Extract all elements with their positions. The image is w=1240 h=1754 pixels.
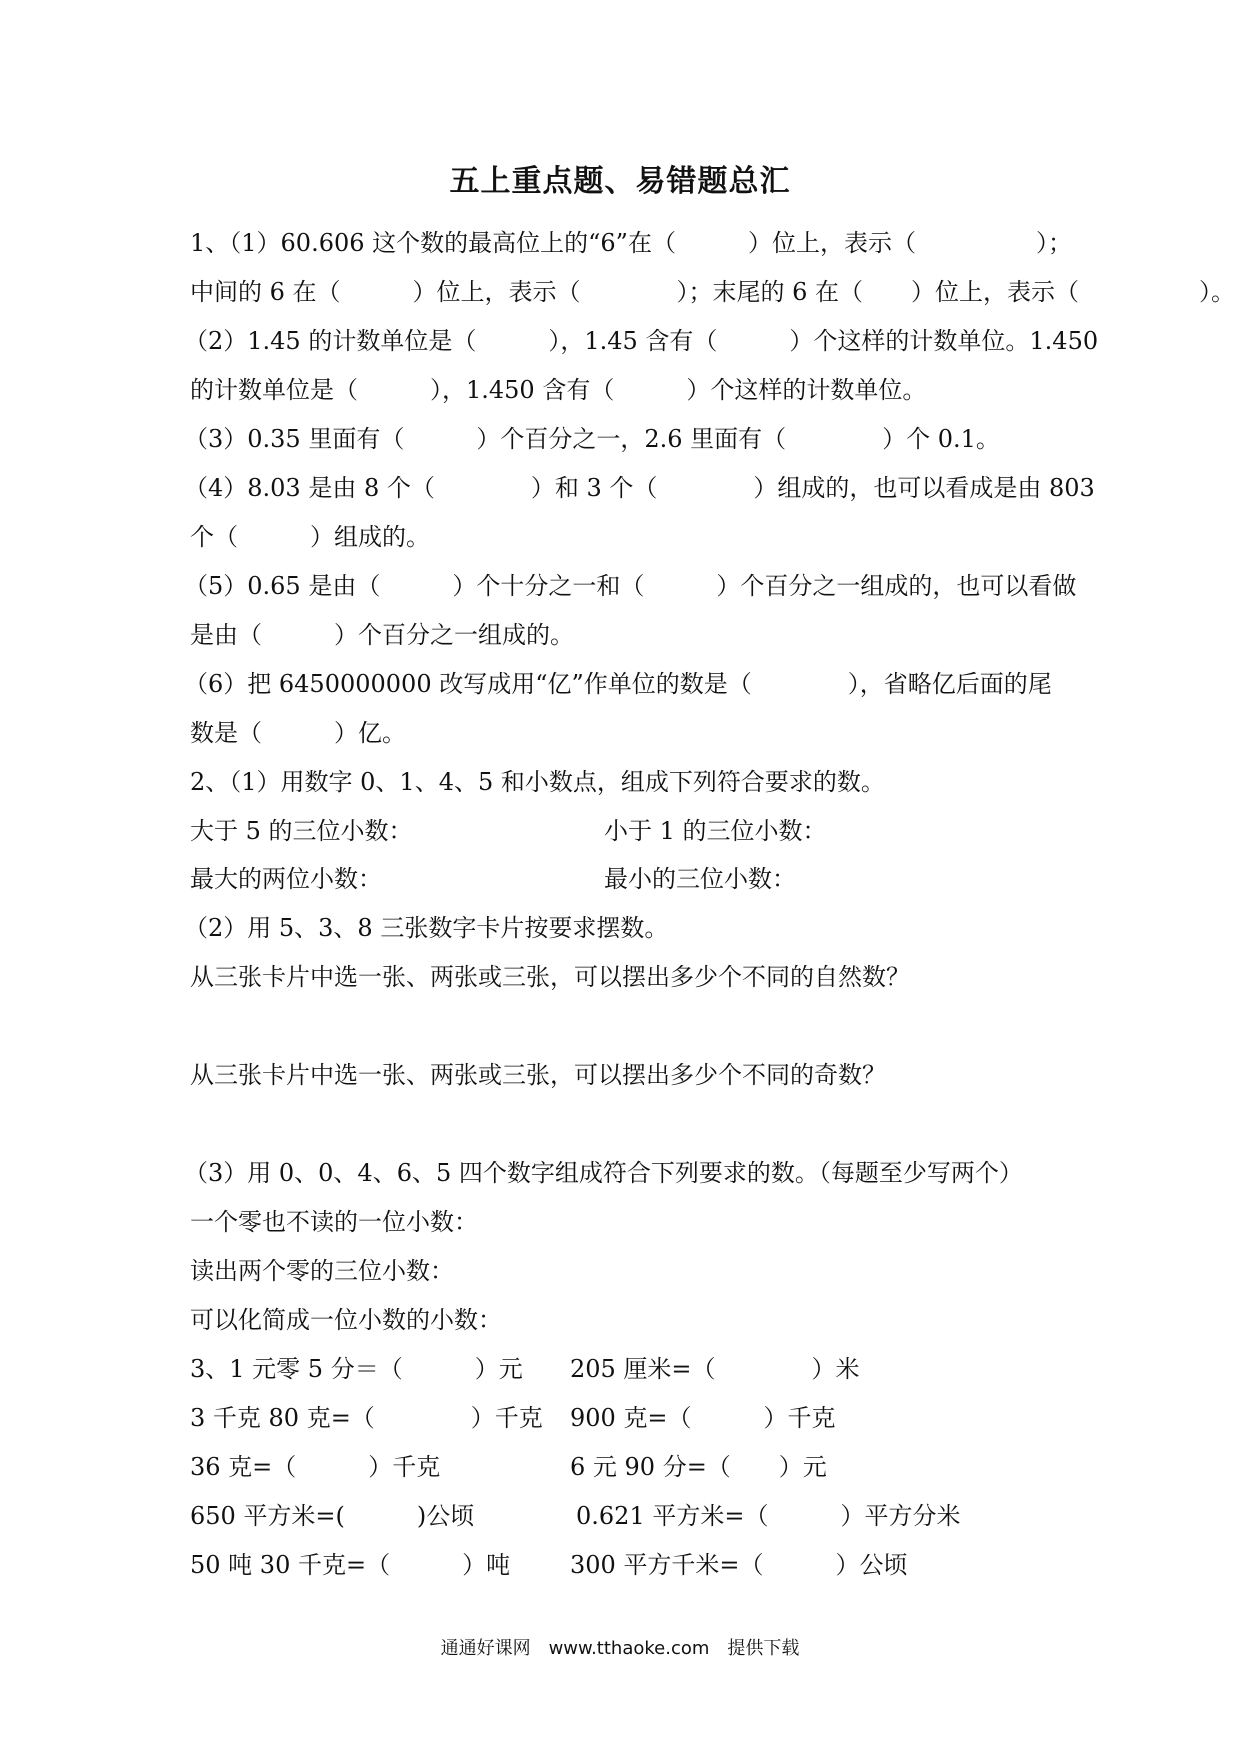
q1-line-2: 中间的 6 在（ ）位上，表示（ ）；末尾的 6 在（ ）位上，表示（ ）。 [190,278,1236,306]
q2-b-left: 最大的两位小数： [190,865,382,893]
q2-a-right: 小于 1 的三位小数： [604,817,827,845]
q3-row-2-right: 900 克=（ ）千克 [570,1404,836,1432]
q3-row-4-right: 0.621 平方米=（ ）平方分米 [576,1502,961,1530]
q1-line-11: 数是（ ）亿。 [190,719,406,747]
q2-line-8: 一个零也不读的一位小数： [190,1208,478,1236]
q2-b-right: 最小的三位小数： [604,865,796,893]
q2-line-4: （2）用 5、3、8 三张数字卡片按要求摆数。 [184,914,669,942]
q1-line-4: 的计数单位是（ ），1.450 含有（ ）个这样的计数单位。 [190,376,927,404]
q3-row-5-left: 50 吨 30 千克=（ ）吨 [190,1551,511,1579]
q2-line-6: 从三张卡片中选一张、两张或三张，可以摆出多少个不同的奇数？ [190,1061,886,1089]
q2-line-9: 读出两个零的三位小数： [190,1257,454,1285]
q1-line-1: 1、（1）60.606 这个数的最高位上的“6”在（ ）位上，表示（ ）； [190,229,1072,257]
q3-row-2-left: 3 千克 80 克=（ ）千克 [190,1404,543,1432]
q2-line-10: 可以化简成一位小数的小数： [190,1306,502,1334]
q3-row-5-right: 300 平方千米=（ ）公顷 [570,1551,908,1579]
q1-line-10: （6）把 6450000000 改写成用“亿”作单位的数是（ ），省略亿后面的尾 [184,670,1052,698]
q2-line-5: 从三张卡片中选一张、两张或三张，可以摆出多少个不同的自然数？ [190,963,910,991]
page-title: 五上重点题、易错题总汇 [449,164,791,199]
q3-row-1-left: 3、1 元零 5 分＝（ ）元 [190,1355,523,1383]
q2-a-left: 大于 5 的三位小数： [190,817,413,845]
q3-row-4-left: 650 平方米=( )公顷 [190,1502,475,1530]
q1-line-9: 是由（ ）个百分之一组成的。 [190,621,574,649]
q3-row-3-right: 6 元 90 分=（ ）元 [570,1453,827,1481]
q2-line-1: 2、（1）用数字 0、1、4、5 和小数点，组成下列符合要求的数。 [190,768,885,796]
q1-line-5: （3）0.35 里面有（ ）个百分之一，2.6 里面有（ ）个 0.1。 [184,425,1000,453]
q2-line-7: （3）用 0、0、4、6、5 四个数字组成符合下列要求的数。（每题至少写两个） [184,1159,1023,1187]
q3-row-1-right: 205 厘米=（ ）米 [570,1355,860,1383]
q3-row-3-left: 36 克=（ ）千克 [190,1453,441,1481]
q1-line-6: （4）8.03 是由 8 个（ ）和 3 个（ ）组成的，也可以看成是由 803 [184,474,1095,502]
q1-line-8: （5）0.65 是由（ ）个十分之一和（ ）个百分之一组成的，也可以看做 [184,572,1077,600]
page-footer: 通通好课网 www.tthaoke.com 提供下载 [440,1638,800,1659]
q1-line-3: （2）1.45 的计数单位是（ ），1.45 含有（ ）个这样的计数单位。1.450 [184,327,1099,355]
q1-line-7: 个（ ）组成的。 [190,523,430,551]
